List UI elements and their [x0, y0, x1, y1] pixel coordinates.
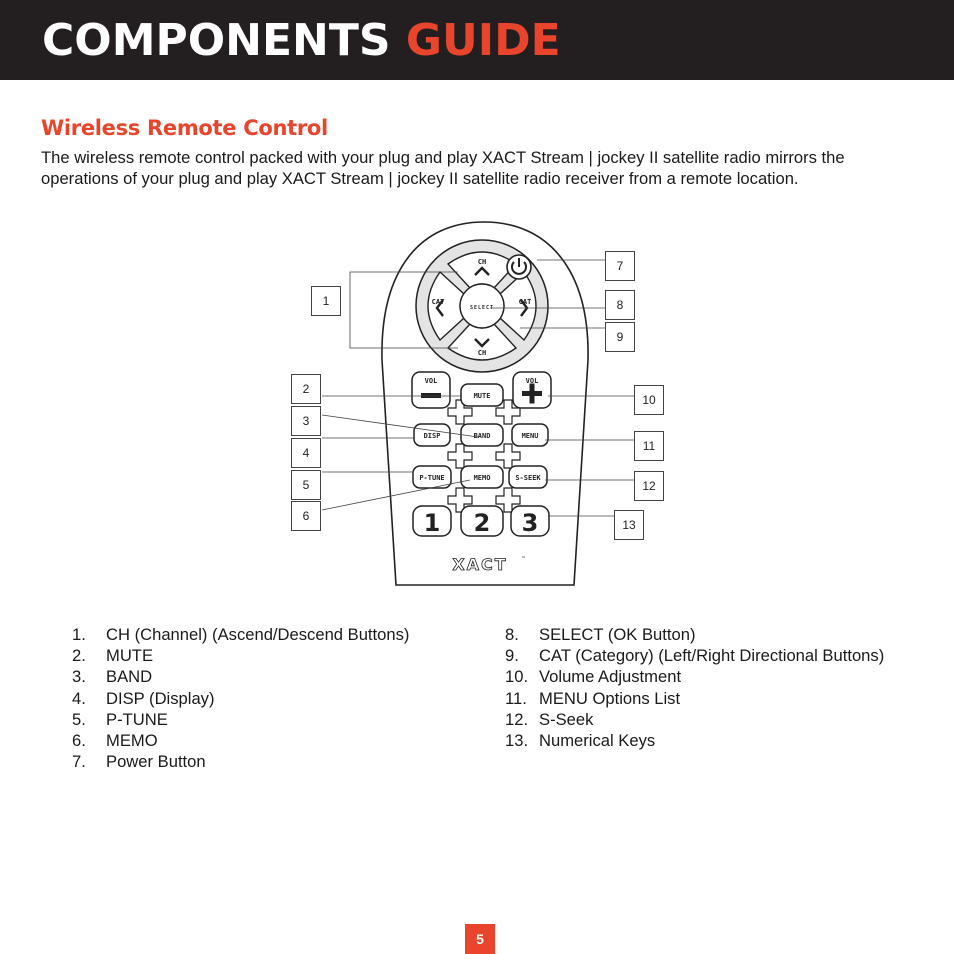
label-disp: DISP [423, 432, 441, 440]
page-number: 5 [465, 924, 495, 954]
label-band: BAND [473, 432, 491, 440]
list-item: 7. Power Button [72, 752, 206, 772]
label-ch-down: CH [477, 349, 487, 357]
list-item: 8. SELECT (OK Button) [505, 625, 696, 644]
vol-minus-glyph [421, 393, 441, 398]
section-title: Wireless Remote Control [41, 116, 328, 140]
component-list-left [72, 624, 409, 772]
brand-trademark: ™ [521, 556, 526, 562]
remote-illustration [0, 200, 954, 610]
list-item: 13. Numerical Keys [505, 731, 656, 751]
label-cat-left: CAT [431, 298, 445, 306]
page-title [42, 14, 561, 68]
list-item: 3. BAND [72, 667, 153, 687]
list-item: 4. DISP (Display) [72, 688, 215, 708]
label-menu: MENU [521, 432, 539, 440]
remote-figure [0, 200, 954, 610]
callout-10: 10 [634, 385, 664, 415]
list-item: 5. P-TUNE [72, 709, 168, 729]
label-mute: MUTE [473, 392, 491, 400]
label-vol-right: VOL [525, 377, 539, 385]
callout-9: 9 [605, 322, 635, 352]
label-key-3: 3 [521, 509, 539, 537]
callout-7: 7 [605, 251, 635, 281]
title-part-1: COMPONENTS [42, 15, 391, 66]
label-memo: MEMO [473, 474, 491, 482]
component-list-right [505, 624, 884, 751]
label-cat-right: CAT [518, 298, 532, 306]
callout-6: 6 [291, 501, 321, 531]
list-item: 9. CAT (Category) (Left/Right Directional Buttons) [505, 646, 885, 666]
label-ptune: P-TUNE [419, 474, 445, 482]
label-sseek: S-SEEK [515, 474, 541, 482]
callout-1: 1 [311, 286, 341, 316]
vol-plus-glyph-v [530, 384, 535, 404]
list-item: 1. CH (Channel) (Ascend/Descend Buttons) [72, 625, 410, 644]
callout-2: 2 [291, 374, 321, 404]
label-ch-up: CH [477, 258, 487, 266]
label-vol-left: VOL [424, 377, 438, 385]
brand-logo: XACT [452, 555, 508, 574]
list-item: 11. MENU Options List [505, 688, 681, 708]
callout-3: 3 [291, 406, 321, 436]
list-item: 2. MUTE [72, 646, 154, 666]
title-part-2: GUIDE [405, 15, 561, 66]
page-header [0, 0, 954, 80]
list-item: 10. Volume Adjustment [505, 667, 682, 687]
list-item: 6. MEMO [72, 731, 158, 751]
label-key-2: 2 [473, 509, 491, 537]
callout-11: 11 [634, 431, 664, 461]
label-select: SELECT [469, 305, 495, 311]
intro-paragraph: The wireless remote control packed with your plug and play XACT Stream | jockey II satellite radio mirrors the operations of your plug and play XACT Stream | jockey II satellite radio receiver from a remote location. [41, 148, 845, 188]
list-item: 12. S-Seek [505, 709, 594, 729]
callout-4: 4 [291, 438, 321, 468]
callout-12: 12 [634, 471, 664, 501]
callout-8: 8 [605, 290, 635, 320]
callout-13: 13 [614, 510, 644, 540]
label-key-1: 1 [423, 509, 441, 537]
callout-5: 5 [291, 470, 321, 500]
